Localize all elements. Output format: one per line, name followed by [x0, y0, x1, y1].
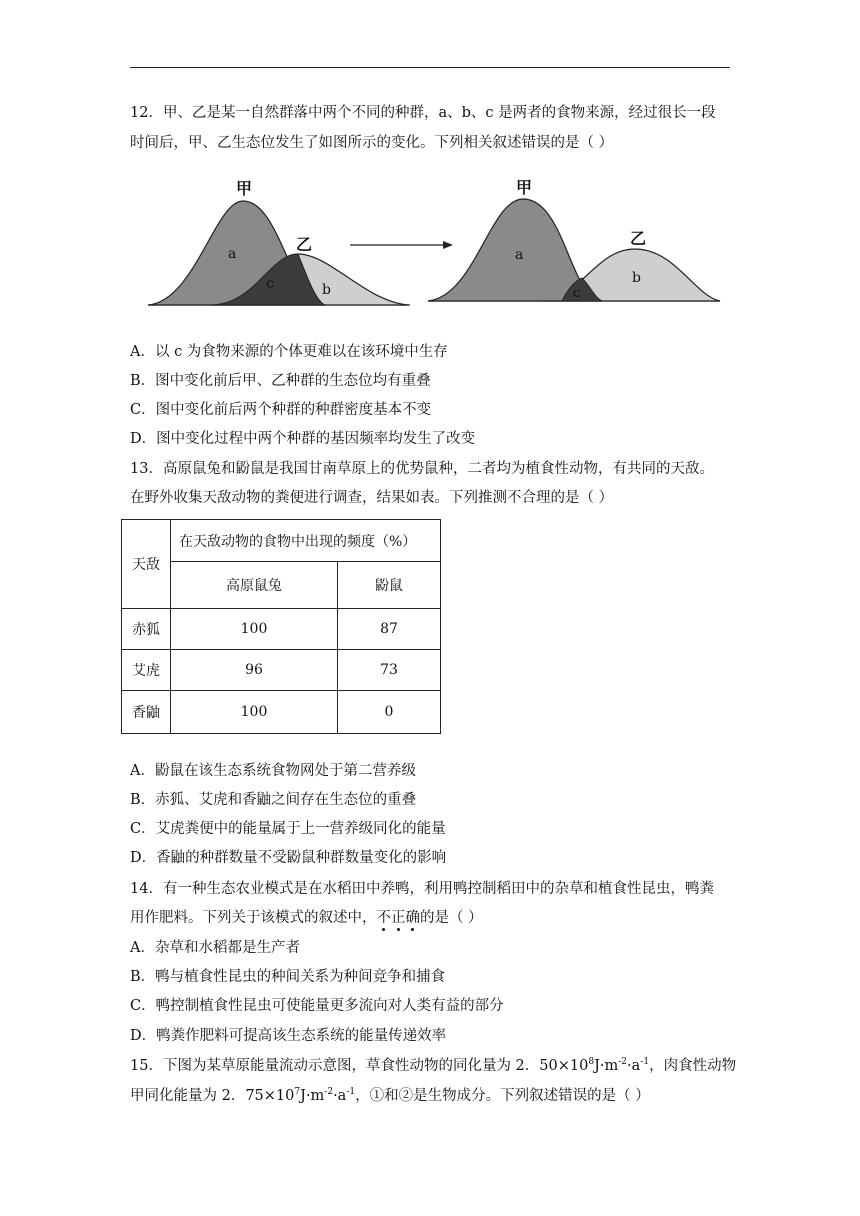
table-col2-header: 鼢鼠 — [338, 562, 441, 609]
emphasis-char: 确 — [406, 910, 421, 926]
table-cell-value: 96 — [171, 650, 338, 691]
label-b-after: b — [632, 270, 641, 286]
q14-stem-line2 — [130, 908, 483, 928]
table-cell-name: 赤狐 — [122, 609, 171, 650]
q12-option-b: B．图中变化前后甲、乙种群的生态位均有重叠 — [130, 373, 431, 389]
q14-option-a: A．杂草和水稻都是生产者 — [130, 940, 300, 956]
table-row — [122, 650, 441, 691]
table-col1-header: 高原鼠兔 — [171, 562, 338, 609]
table-group-header: 在天敌动物的食物中出现的频度（%） — [171, 520, 441, 562]
table-row — [122, 691, 441, 734]
q12-option-d: D．图中变化过程中两个种群的基因频率均发生了改变 — [130, 431, 476, 447]
niche-after — [428, 178, 720, 301]
change-arrow — [350, 241, 453, 249]
table-cell-value: 0 — [338, 691, 441, 734]
table-corner-header: 天敌 — [122, 520, 171, 609]
table-cell-value: 87 — [338, 609, 441, 650]
q14-option-c: C．鸭控制植食性昆虫可使能量更多流向对人类有益的部分 — [130, 998, 504, 1014]
label-c-before: c — [266, 276, 274, 292]
q12-stem-line1: 12．甲、乙是某一自然群落中两个不同的种群，a、b、c 是两者的食物来源，经过很长一段 — [130, 105, 716, 121]
q14-stem-line1: 14．有一种生态农业模式是在水稻田中养鸭，利用鸭控制稻田中的杂草和植食性昆虫，鸭粪 — [130, 881, 714, 897]
table-row — [122, 609, 441, 650]
label-yi-after: 乙 — [630, 229, 647, 248]
label-jia-before: 甲 — [236, 179, 253, 198]
emphasis-char: 正 — [391, 910, 406, 926]
q13-option-c: C．艾虎粪便中的能量属于上一营养级同化的能量 — [130, 821, 446, 837]
q12-option-c: C．图中变化前后两个种群的种群密度基本不变 — [130, 402, 432, 418]
q14-option-b: B．鸭与植食性昆虫的种间关系为种间竞争和捕食 — [130, 969, 446, 985]
table-cell-name: 艾虎 — [122, 650, 171, 691]
table-header-row — [122, 520, 441, 562]
label-b-before: b — [322, 282, 331, 298]
q14-option-d: D．鸭粪作肥料可提高该生态系统的能量传递效率 — [130, 1028, 447, 1044]
niche-before — [148, 179, 410, 305]
q13-option-b: B．赤狐、艾虎和香鼬之间存在生态位的重叠 — [130, 792, 417, 808]
q14-stem-pre: 用作肥料。下列关于该模式的叙述中， — [130, 910, 377, 926]
q13-stem-line1: 13．高原鼠兔和鼢鼠是我国甘南草原上的优势鼠种，二者均为植食性动物，有共同的天敌。 — [130, 461, 714, 477]
label-a-before: a — [228, 246, 237, 262]
table-cell-name: 香鼬 — [122, 691, 171, 734]
label-c-after: c — [573, 286, 581, 301]
label-yi-before: 乙 — [296, 235, 313, 254]
label-jia-after: 甲 — [516, 178, 533, 197]
label-a-after: a — [515, 247, 524, 263]
table-cell-value: 100 — [171, 691, 338, 734]
table-cell-value: 100 — [171, 609, 338, 650]
q13-option-a: A．鼢鼠在该生态系统食物网处于第二营养级 — [130, 763, 416, 779]
q15-stem-line1: 15．下图为某草原能量流动示意图，草食性动物的同化量为 2．$50\times 10^8J\cdot m^{-2}\cdot a^{-1}$，肉食性动物 — [130, 1057, 737, 1074]
q15-stem-line2: 甲同化能量为 2．$75\times 10^7J\cdot m^{-2}\cdot a^{-1}$，①和②是生物成分。下列叙述错误的是（ ） — [130, 1087, 650, 1104]
q12-stem-line2: 时间后，甲、乙生态位发生了如图所示的变化。下列相关叙述错误的是（ ） — [130, 135, 614, 151]
table-cell-value: 73 — [338, 650, 441, 691]
q13-stem-line2: 在野外收集天敌动物的粪便进行调查，结果如表。下列推测不合理的是（ ） — [130, 490, 614, 506]
q14-stem-post: 的是（ ） — [420, 910, 483, 926]
niche-change-figure — [140, 176, 740, 311]
predator-frequency-table — [121, 519, 441, 734]
q13-option-d: D．香鼬的种群数量不受鼢鼠种群数量变化的影响 — [130, 850, 447, 866]
q12-option-a: A．以 c 为食物来源的个体更难以在该环境中生存 — [130, 344, 448, 360]
header-rule — [130, 67, 730, 68]
emphasis-char: 不 — [377, 910, 392, 926]
